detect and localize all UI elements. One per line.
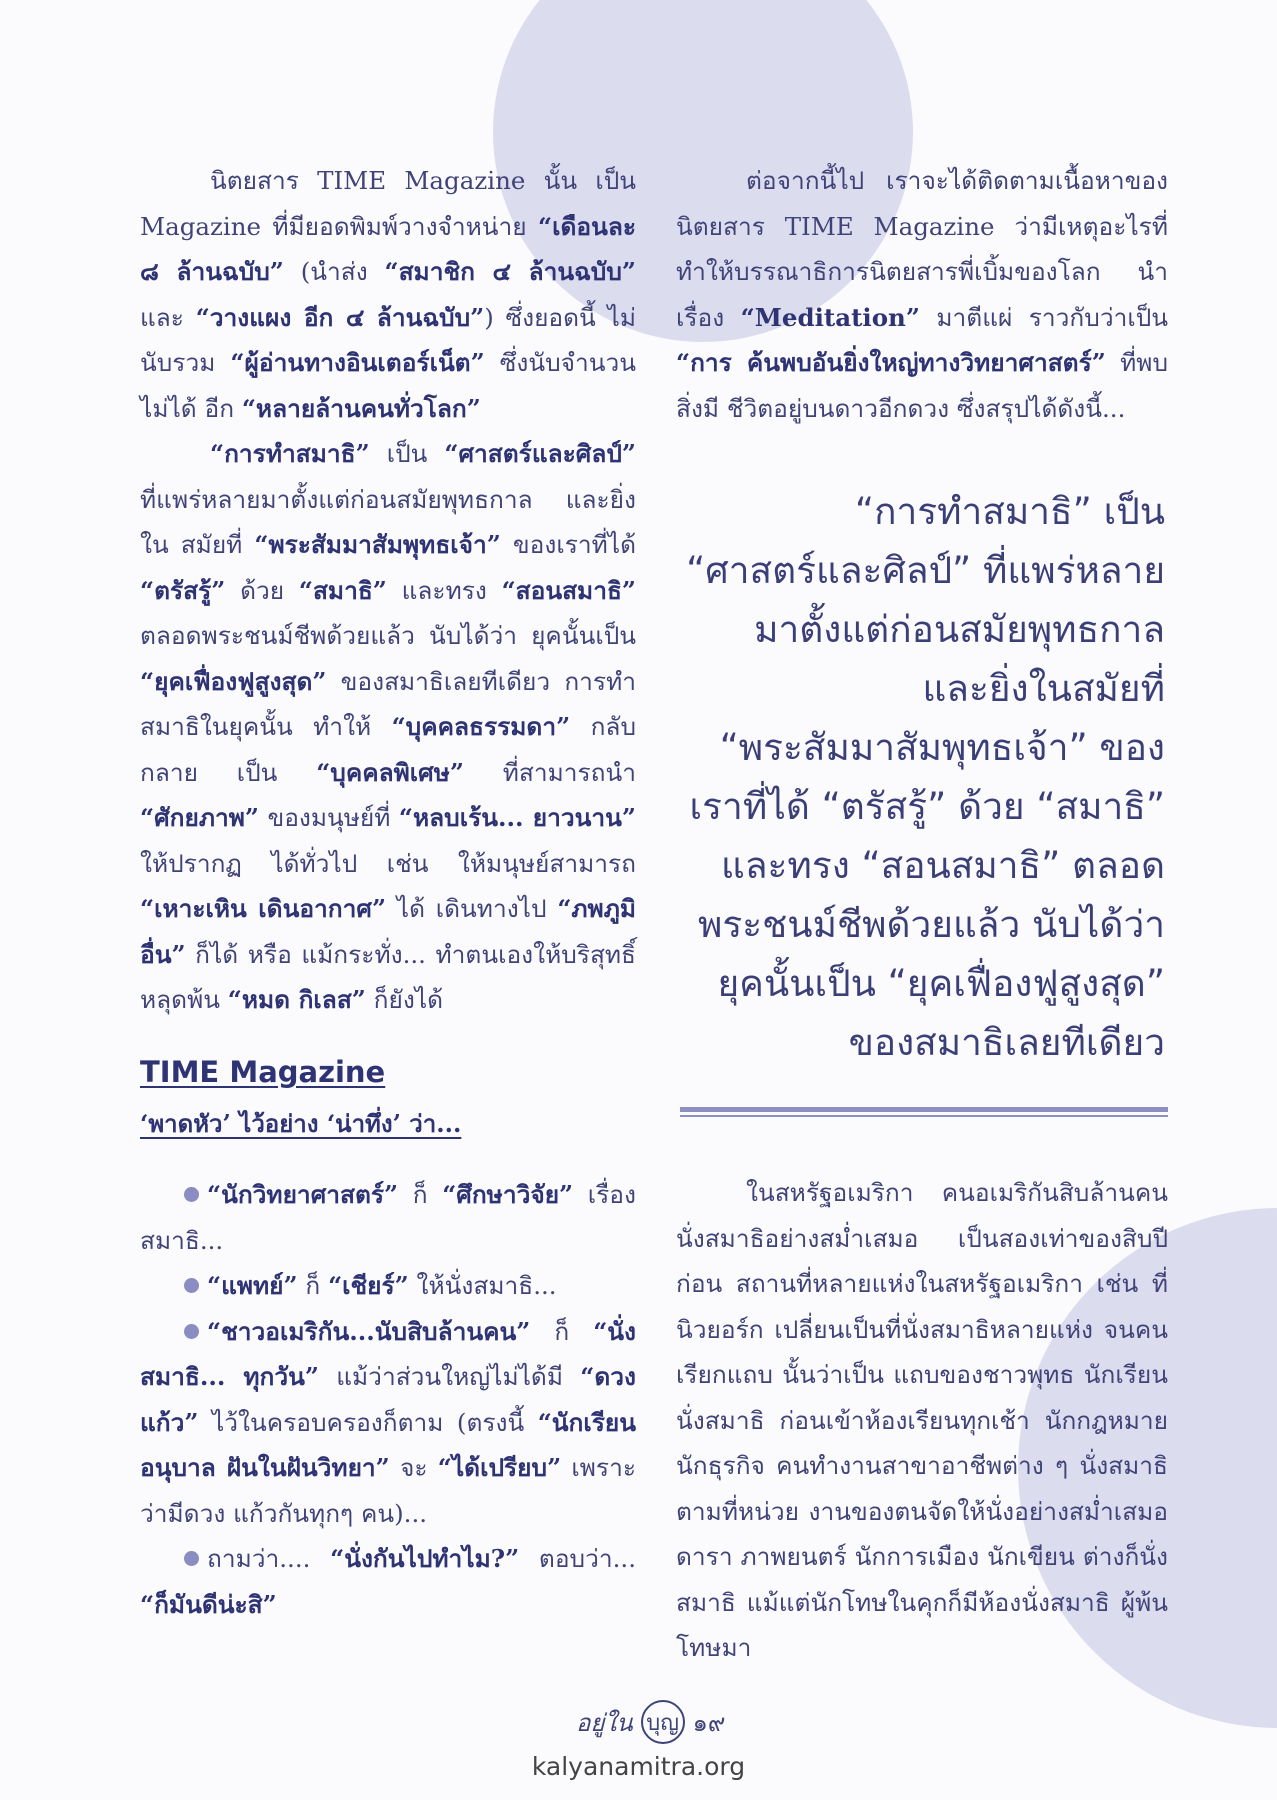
section-heading: TIME Magazine	[140, 1055, 386, 1089]
bullet-text	[207, 1271, 557, 1300]
body-text: ที่พบสิ่งมี ชีวิตอยู่บนดาวอีกดวง ซึ่งสรุปได้ดังนี้...	[676, 348, 1168, 423]
emphasis-text: “สอนสมาธิ”	[501, 575, 636, 605]
left-paragraph-1	[140, 158, 636, 431]
magazine-logo-icon: บุญ	[641, 1700, 685, 1744]
pull-quote-line: ยุคนั้นเป็น “ยุคเฟื่องฟูสูงสุด”	[717, 962, 1165, 1005]
emphasis-text: “การ ค้นพบอันยิ่งใหญ่ทางวิทยาศาสตร์”	[676, 348, 1106, 377]
bullet-item	[140, 1172, 636, 1263]
body-text: ตอบว่า...	[519, 1544, 636, 1573]
website-watermark: kalyanamitra.org	[531, 1752, 746, 1781]
body-text: ของมนุษย์ที่	[258, 803, 399, 832]
emphasis-text: “การทำสมาธิ”	[210, 439, 370, 468]
body-text: ให้นั่งสมาธิ...	[408, 1271, 557, 1300]
bullet-text	[140, 1180, 636, 1255]
emphasis-text: “นั่ง สมาธิ... ทุกวัน”	[140, 1316, 636, 1391]
magazine-logo-text: อยู่ใน	[576, 1708, 633, 1737]
emphasis-text: “ชาวอเมริกัน...นับสิบล้านคน”	[207, 1316, 531, 1346]
emphasis-text: “เชียร์”	[328, 1271, 409, 1300]
emphasis-text: “ภพภูมิอื่น”	[140, 894, 637, 969]
bullet-item	[140, 1309, 636, 1537]
section-subheading: ‘พาดหัว’ ไว้อย่าง ‘น่าทึ่ง’ ว่า...	[140, 1109, 462, 1138]
emphasis-text: “Meditation”	[740, 302, 920, 332]
body-text: ของเราที่ได้	[500, 530, 636, 559]
body-text: ซึ่งนับจำนวนไม่ได้ อีก	[140, 348, 636, 423]
body-text: กลับกลาย เป็น	[140, 712, 636, 787]
emphasis-text: “นั่งกันไปทำไม?”	[330, 1544, 520, 1573]
bullet-text	[140, 1544, 636, 1619]
body-text: ต่อจากนี้ไป เราจะได้ติดตามเนื้อหาของ นิตยสาร TIME Magazine ว่ามีเหตุอะไรที่ ทำให้บรรณาธิการนิตยสารพี่เบิ้มของโลก นำเรื่อง	[676, 166, 1168, 332]
body-text: ถามว่า....	[207, 1544, 331, 1573]
body-text: ก็	[530, 1316, 594, 1346]
body-text: ตลอดพระชนม์ชีพด้วยแล้ว นับได้ว่า ยุคนั้นเป็น	[140, 621, 636, 650]
emphasis-text: “เหาะเหิน เดินอากาศ”	[140, 894, 387, 923]
right-paragraph-1	[676, 158, 1168, 431]
right-paragraph-2: ในสหรัฐอเมริกา คนอเมริกันสิบล้านคน นั่งสมาธิอย่างสม่ำเสมอ เป็นสองเท่าของสิบปีก่อน สถานที่หลายแห่งในสหรัฐอเมริกา เช่น ที่นิวยอร์ก เปลี่ยนเป็นที่นั่งสมาธิหลายแห่ง จนคนเรียกแถบ นั้นว่าเป็น แถบของชาวพุทธ นักเรียนนั่งสมาธิ ก่อนเข้าห้องเรียนทุกเช้า นักกฎหมาย นักธุรกิจ คนทำงานสาขาอาชีพต่าง ๆ นั่งสมาธิตามที่หน่วย งานของตนจัดให้นั่งอย่างสม่ำเสมอ ดารา ภาพยนตร์ นักการเมือง นักเขียน ต่างก็นั่งสมาธิ แม้แต่นักโทษในคุกก็มีห้องนั่งสมาธิ ผู้พ้นโทษมา	[676, 1178, 1168, 1662]
right-column-bottom	[676, 1170, 1168, 1671]
body-text: (นำส่ง	[283, 257, 385, 286]
emphasis-text: “สมาธิ”	[298, 575, 387, 605]
body-text: เพราะว่ามีดวง แก้วกันทุกๆ คน)...	[140, 1453, 636, 1528]
emphasis-text: “วางแผง อีก ๔ ล้านฉบับ”	[195, 302, 485, 332]
emphasis-text: “ศึกษาวิจัย”	[442, 1180, 574, 1209]
body-text: ได้ เดินทางไป	[386, 894, 558, 923]
bullet-list	[140, 1172, 636, 1627]
emphasis-text: “เดือนละ ๘ ล้านฉบับ”	[140, 211, 636, 286]
pull-quote	[640, 482, 1165, 1072]
bullet-dot-icon	[184, 1187, 199, 1202]
pull-quote-line: เราที่ได้ “ตรัสรู้” ด้วย “สมาธิ”	[689, 785, 1165, 828]
right-column-top	[676, 158, 1168, 431]
emphasis-text: “บุคคลธรรมดา”	[391, 712, 571, 741]
emphasis-text: “ก็มันดีน่ะสิ”	[140, 1589, 277, 1619]
left-column	[140, 158, 636, 1023]
bullet-dot-icon	[184, 1551, 199, 1566]
body-text: ) ซึ่งยอดนี้ ไม่นับรวม	[140, 302, 636, 377]
pull-quote-line: “ศาสตร์และศิลป์” ที่แพร่หลาย	[686, 549, 1165, 592]
emphasis-text: “นักเรียนอนุบาล ฝันในฝันวิทยา”	[140, 1407, 636, 1482]
body-text: ให้ปรากฏ ได้ทั่วไป เช่น ให้มนุษย์สามารถ	[140, 848, 636, 878]
pull-quote-line: พระชนม์ชีพด้วยแล้ว นับได้ว่า	[698, 903, 1165, 946]
emphasis-text: “ศักยภาพ”	[140, 803, 259, 832]
emphasis-text: “พระสัมมาสัมพุทธเจ้า”	[254, 530, 501, 559]
emphasis-text: “ตรัสรู้”	[140, 575, 226, 605]
pull-quote-line: “พระสัมมาสัมพุทธเจ้า” ของ	[719, 726, 1165, 769]
emphasis-text: “ศาสตร์และศิลป์”	[444, 439, 636, 468]
section-divider	[680, 1107, 1168, 1117]
body-text: นิตยสาร TIME Magazine นั้น เป็น Magazine ที่มียอดพิมพ์วางจำหน่าย	[140, 166, 636, 241]
pull-quote-line: และยิ่งในสมัยที่	[922, 667, 1165, 710]
body-text: ที่สามารถนำ	[463, 757, 636, 787]
body-text: เรื่อง สมาธิ...	[140, 1180, 636, 1255]
bullet-dot-icon	[184, 1278, 199, 1293]
emphasis-text: “บุคคลพิเศษ”	[316, 757, 464, 787]
pull-quote-line: และทรง “สอนสมาธิ” ตลอด	[721, 844, 1165, 887]
emphasis-text: “หลบเร้น... ยาวนาน”	[398, 803, 636, 832]
emphasis-text: “ผู้อ่านทางอินเตอร์เน็ต”	[230, 348, 485, 377]
bullet-dot-icon	[184, 1324, 199, 1339]
body-text: ด้วย	[225, 575, 299, 605]
body-text: จะ	[389, 1453, 438, 1482]
emphasis-text: “หมด กิเลส”	[227, 985, 366, 1014]
page-number: ๑๙	[692, 1708, 726, 1737]
emphasis-text: “ได้เปรียบ”	[437, 1453, 562, 1482]
body-text: ก็	[297, 1271, 329, 1300]
body-text: และ	[140, 302, 196, 332]
body-text: ไว้ในครอบครองก็ตาม (ตรงนี้	[198, 1407, 538, 1437]
body-text: ก็	[398, 1180, 443, 1209]
emphasis-text: “สมาชิก ๔ ล้านฉบับ”	[384, 257, 636, 286]
body-text: ก็ได้ หรือ แม้กระทั่ง... ทำตนเองให้บริสุทธิ์หลุดพ้น	[140, 939, 636, 1014]
pull-quote-line: “การทำสมาธิ” เป็น	[854, 490, 1165, 533]
pull-quote-line: มาตั้งแต่ก่อนสมัยพุทธกาล	[754, 608, 1165, 651]
emphasis-text: “หลายล้านคนทั่วโลก”	[241, 393, 481, 423]
body-text: แม้ว่าส่วนใหญ่ไม่ได้มี	[318, 1362, 581, 1391]
emphasis-text: “นักวิทยาศาสตร์”	[207, 1180, 399, 1209]
emphasis-text: “ยุคเฟื่องฟูสูงสุด”	[140, 666, 327, 696]
left-paragraph-2	[140, 431, 636, 1023]
body-text: ก็ยังได้	[365, 985, 444, 1014]
body-text: และทรง	[386, 575, 502, 605]
body-text: ที่แพร่หลายมาตั้งแต่ก่อนสมัยพุทธกาล และยิ่งใน สมัยที่	[140, 484, 636, 559]
body-text: เป็น	[369, 439, 445, 468]
emphasis-text: “ดวงแก้ว”	[140, 1362, 636, 1437]
bullet-text	[140, 1317, 636, 1528]
bullet-item	[140, 1263, 636, 1309]
body-text: มาตีแผ่ ราวกับว่าเป็น	[919, 302, 1169, 332]
page-footer	[576, 1700, 725, 1744]
pull-quote-line: ของสมาธิเลยทีเดียว	[848, 1021, 1165, 1064]
emphasis-text: “แพทย์”	[207, 1271, 298, 1300]
bullet-item	[140, 1536, 636, 1627]
body-text: ของสมาธิเลยทีเดียว การทำ สมาธิในยุคนั้น ทำให้	[140, 666, 636, 741]
